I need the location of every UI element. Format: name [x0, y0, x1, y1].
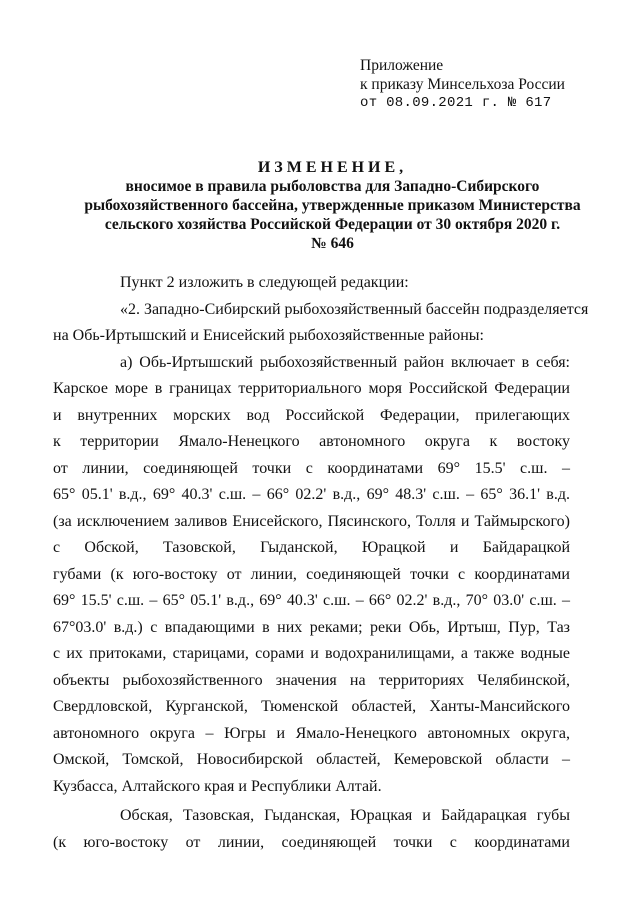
- paragraph-3-line: 69° 15.5' с.ш. – 65° 05.1' в.д., 69° 40.3' с.ш. – 66° 02.2' в.д., 70° 03.0' с.ш. –: [53, 592, 570, 609]
- document-title: [60, 158, 605, 253]
- paragraph-3-line: а) Обь-Иртышский рыбохозяйственный район включает в себя:: [120, 353, 570, 371]
- paragraph-3-line: с Обской, Тазовской, Гыданской, Юрацкой и Байдарацкой: [53, 539, 570, 556]
- paragraph-3-line: к территории Ямало-Ненецкого автономного округа к востоку: [53, 433, 570, 450]
- attachment-order-date: от 08.09.2021 г. № 617: [360, 95, 552, 111]
- paragraph-3-line: губами (к юго-востоку от линии, соединяющей точки с координатами: [53, 565, 570, 583]
- title-line-4: № 646: [311, 235, 354, 252]
- paragraph-3-line: автономного округа – Югры и Ямало-Ненецкого автономных округа,: [53, 724, 570, 742]
- paragraph-3-line: от линии, соединяющей точки с координатами 69° 15.5' с.ш. –: [53, 459, 570, 477]
- paragraph-3-line: Омской, Томской, Новосибирской областей, Кемеровской области –: [53, 751, 570, 768]
- attachment-order-ref: к приказу Минсельхоза России: [360, 76, 565, 93]
- paragraph-2-line: «2. Западно-Сибирский рыбохозяйственный бассейн подразделяется: [120, 300, 589, 318]
- paragraph-4-line: (к юго-востоку от линии, соединяющей точки с координатами: [53, 833, 570, 851]
- paragraph-3-line: и внутренних морских вод Российской Федерации, прилегающих: [53, 406, 570, 424]
- paragraph-3-line: (за исключением заливов Енисейского, Пясинского, Толля и Таймырского): [53, 512, 570, 530]
- paragraph-3-line: с их притоками, старицами, сорами и водохранилищами, а также водные: [53, 645, 570, 662]
- title-line-3: сельского хозяйства Российской Федерации от 30 октября 2020 г.: [104, 216, 561, 233]
- paragraph-1: Пункт 2 изложить в следующей редакции:: [120, 274, 409, 291]
- title-line-1: вносимое в правила рыболовства для Западно-Сибирского: [125, 178, 540, 195]
- document-body: [53, 270, 589, 856]
- paragraph-3-line: 65° 05.1' в.д., 69° 40.3' с.ш. – 66° 02.2' в.д., 69° 48.3' с.ш. – 65° 36.1' в.д.: [53, 486, 570, 503]
- attachment-header: [360, 56, 565, 113]
- paragraph-3-line: Свердловской, Курганской, Тюменской областей, Ханты-Мансийского: [53, 698, 570, 715]
- paragraph-2-line: на Обь-Иртышский и Енисейский рыбохозяйственные районы:: [53, 327, 484, 344]
- paragraph-3-line: Карское море в границах территориального моря Российской Федерации: [53, 380, 570, 397]
- paragraph-3-line: Кузбасса, Алтайского края и Республики Алтай.: [53, 777, 382, 795]
- paragraph-4-line: Обская, Тазовская, Гыданская, Юрацкая и Байдарацкая губы: [120, 807, 570, 824]
- paragraph-3-line: объекты рыбохозяйственного значения на территориях Челябинской,: [53, 671, 570, 689]
- attachment-label: Приложение: [360, 57, 444, 74]
- title-heading: ИЗМЕНЕНИЕ,: [257, 159, 408, 176]
- title-line-2: рыбохозяйственного бассейна, утвержденные приказом Министерства: [84, 197, 581, 214]
- paragraph-3-line: 67°03.0' в.д.) с впадающими в них реками; реки Обь, Иртыш, Пур, Таз: [53, 618, 570, 636]
